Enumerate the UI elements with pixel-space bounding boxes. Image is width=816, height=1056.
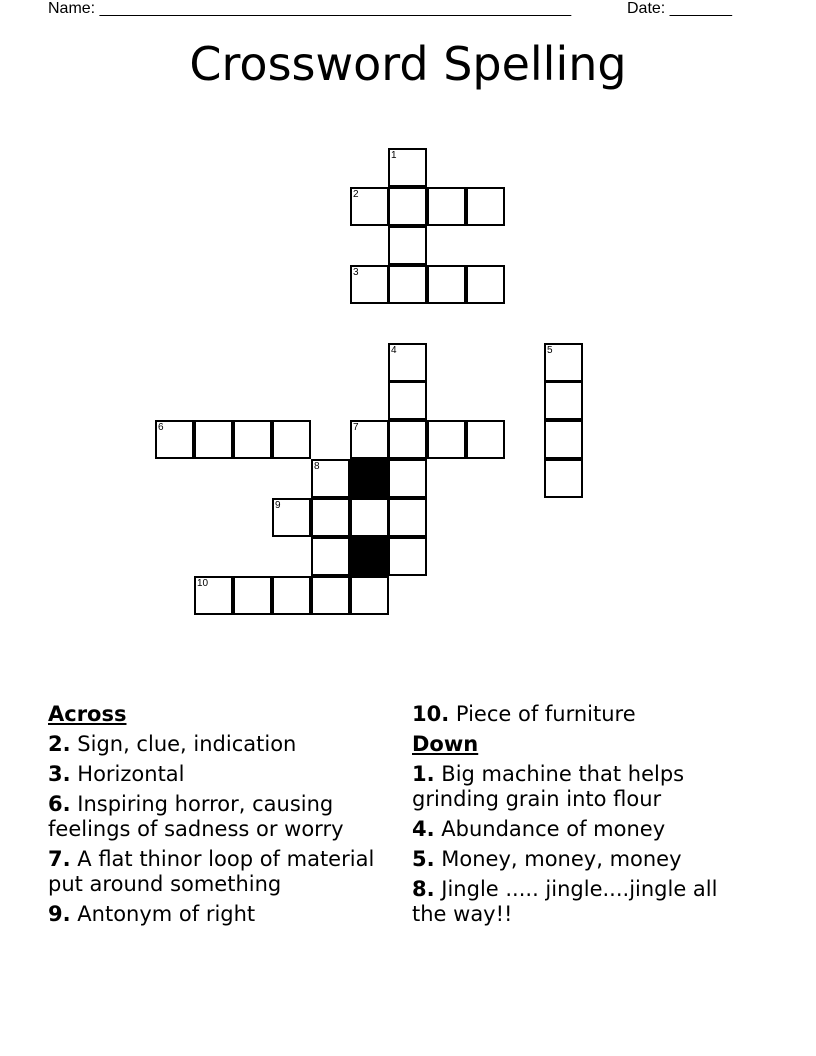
- crossword-cell[interactable]: [388, 343, 427, 382]
- name-field-label: Name: _____________________________________________________: [48, 0, 572, 17]
- cell-number: 3: [353, 267, 359, 278]
- crossword-cell[interactable]: [466, 187, 505, 226]
- crossword-cell[interactable]: [194, 576, 233, 615]
- crossword-cell[interactable]: [544, 381, 583, 420]
- clue-text: Money, money, money: [441, 847, 682, 871]
- clue-across-2: [48, 732, 408, 757]
- cell-number: 9: [275, 500, 281, 511]
- crossword-cell[interactable]: [427, 265, 466, 304]
- clue-text: Abundance of money: [441, 817, 666, 841]
- clue-number: 6.: [48, 792, 71, 816]
- crossword-cell[interactable]: [544, 420, 583, 459]
- crossword-cell[interactable]: [272, 576, 311, 615]
- crossword-cell[interactable]: [544, 343, 583, 382]
- cell-number: 4: [391, 345, 397, 356]
- crossword-cell[interactable]: [466, 420, 505, 459]
- cell-number: 7: [353, 422, 359, 433]
- date-field-label: Date: _______: [627, 0, 732, 17]
- crossword-cell[interactable]: [466, 265, 505, 304]
- crossword-cell[interactable]: [233, 576, 272, 615]
- clue-number: 5.: [412, 847, 435, 871]
- clue-number: 3.: [48, 762, 71, 786]
- clue-number: 8.: [412, 877, 435, 901]
- crossword-cell[interactable]: [350, 187, 389, 226]
- crossword-cell[interactable]: [272, 420, 311, 459]
- crossword-cell[interactable]: [350, 265, 389, 304]
- clue-number: 4.: [412, 817, 435, 841]
- clue-down-5: [412, 847, 752, 872]
- cell-number: 8: [314, 461, 320, 472]
- clue-text: Antonym of right: [77, 902, 256, 926]
- crossword-cell[interactable]: [388, 187, 427, 226]
- clue-text: Jingle ..... jingle....jingle all the way!!: [412, 877, 718, 926]
- crossword-cell[interactable]: [388, 148, 427, 187]
- crossword-cell[interactable]: [388, 537, 427, 576]
- crossword-cell[interactable]: [388, 381, 427, 420]
- crossword-cell[interactable]: [233, 420, 272, 459]
- clue-down-4: [412, 817, 752, 842]
- clue-text: Piece of furniture: [455, 702, 636, 726]
- clue-down-8: [412, 877, 752, 927]
- clue-down-1: [412, 762, 752, 812]
- clue-number: 9.: [48, 902, 71, 926]
- clue-across-9: [48, 902, 408, 927]
- crossword-cell[interactable]: [544, 459, 583, 498]
- clue-across-10: [412, 702, 752, 727]
- crossword-cell[interactable]: [194, 420, 233, 459]
- crossword-cell[interactable]: [427, 187, 466, 226]
- crossword-cell[interactable]: [388, 226, 427, 265]
- down-heading: Down: [412, 732, 479, 756]
- crossword-cell[interactable]: [350, 576, 389, 615]
- clue-across-3: [48, 762, 408, 787]
- crossword-cell[interactable]: [350, 498, 389, 537]
- crossword-cell[interactable]: [388, 498, 427, 537]
- clue-text: Inspiring horror, causing feelings of sadness or worry: [48, 792, 344, 841]
- clues-left-column: [48, 702, 408, 932]
- crossword-cell[interactable]: [272, 498, 311, 537]
- clue-number: 7.: [48, 847, 71, 871]
- clue-text: A flat thinor loop of material put around something: [48, 847, 375, 896]
- clue-number: 1.: [412, 762, 435, 786]
- crossword-cell[interactable]: [311, 576, 350, 615]
- crossword-cell[interactable]: [311, 537, 350, 576]
- crossword-cell[interactable]: [388, 420, 427, 459]
- cell-number: 10: [197, 578, 209, 589]
- clue-number: 2.: [48, 732, 71, 756]
- across-heading: Across: [48, 702, 127, 726]
- clue-text: Sign, clue, indication: [77, 732, 297, 756]
- page-title: Crossword Spelling: [189, 37, 627, 91]
- crossword-cell[interactable]: [155, 420, 194, 459]
- clues-right-column: [412, 702, 752, 932]
- clue-across-6: [48, 792, 408, 842]
- crossword-cell[interactable]: [311, 498, 350, 537]
- cell-number: 1: [391, 150, 397, 161]
- crossword-black-cell: [350, 459, 389, 498]
- clue-text: Big machine that helps grinding grain into flour: [412, 762, 685, 811]
- crossword-cell[interactable]: [427, 420, 466, 459]
- cell-number: 6: [158, 422, 164, 433]
- crossword-cell[interactable]: [388, 459, 427, 498]
- crossword-cell[interactable]: [311, 459, 350, 498]
- clue-text: Horizontal: [77, 762, 185, 786]
- cell-number: 2: [353, 189, 359, 200]
- clue-across-7: [48, 847, 408, 897]
- crossword-black-cell: [350, 537, 389, 576]
- crossword-cell[interactable]: [388, 265, 427, 304]
- clue-number: 10.: [412, 702, 450, 726]
- crossword-cell[interactable]: [350, 420, 389, 459]
- cell-number: 5: [547, 345, 553, 356]
